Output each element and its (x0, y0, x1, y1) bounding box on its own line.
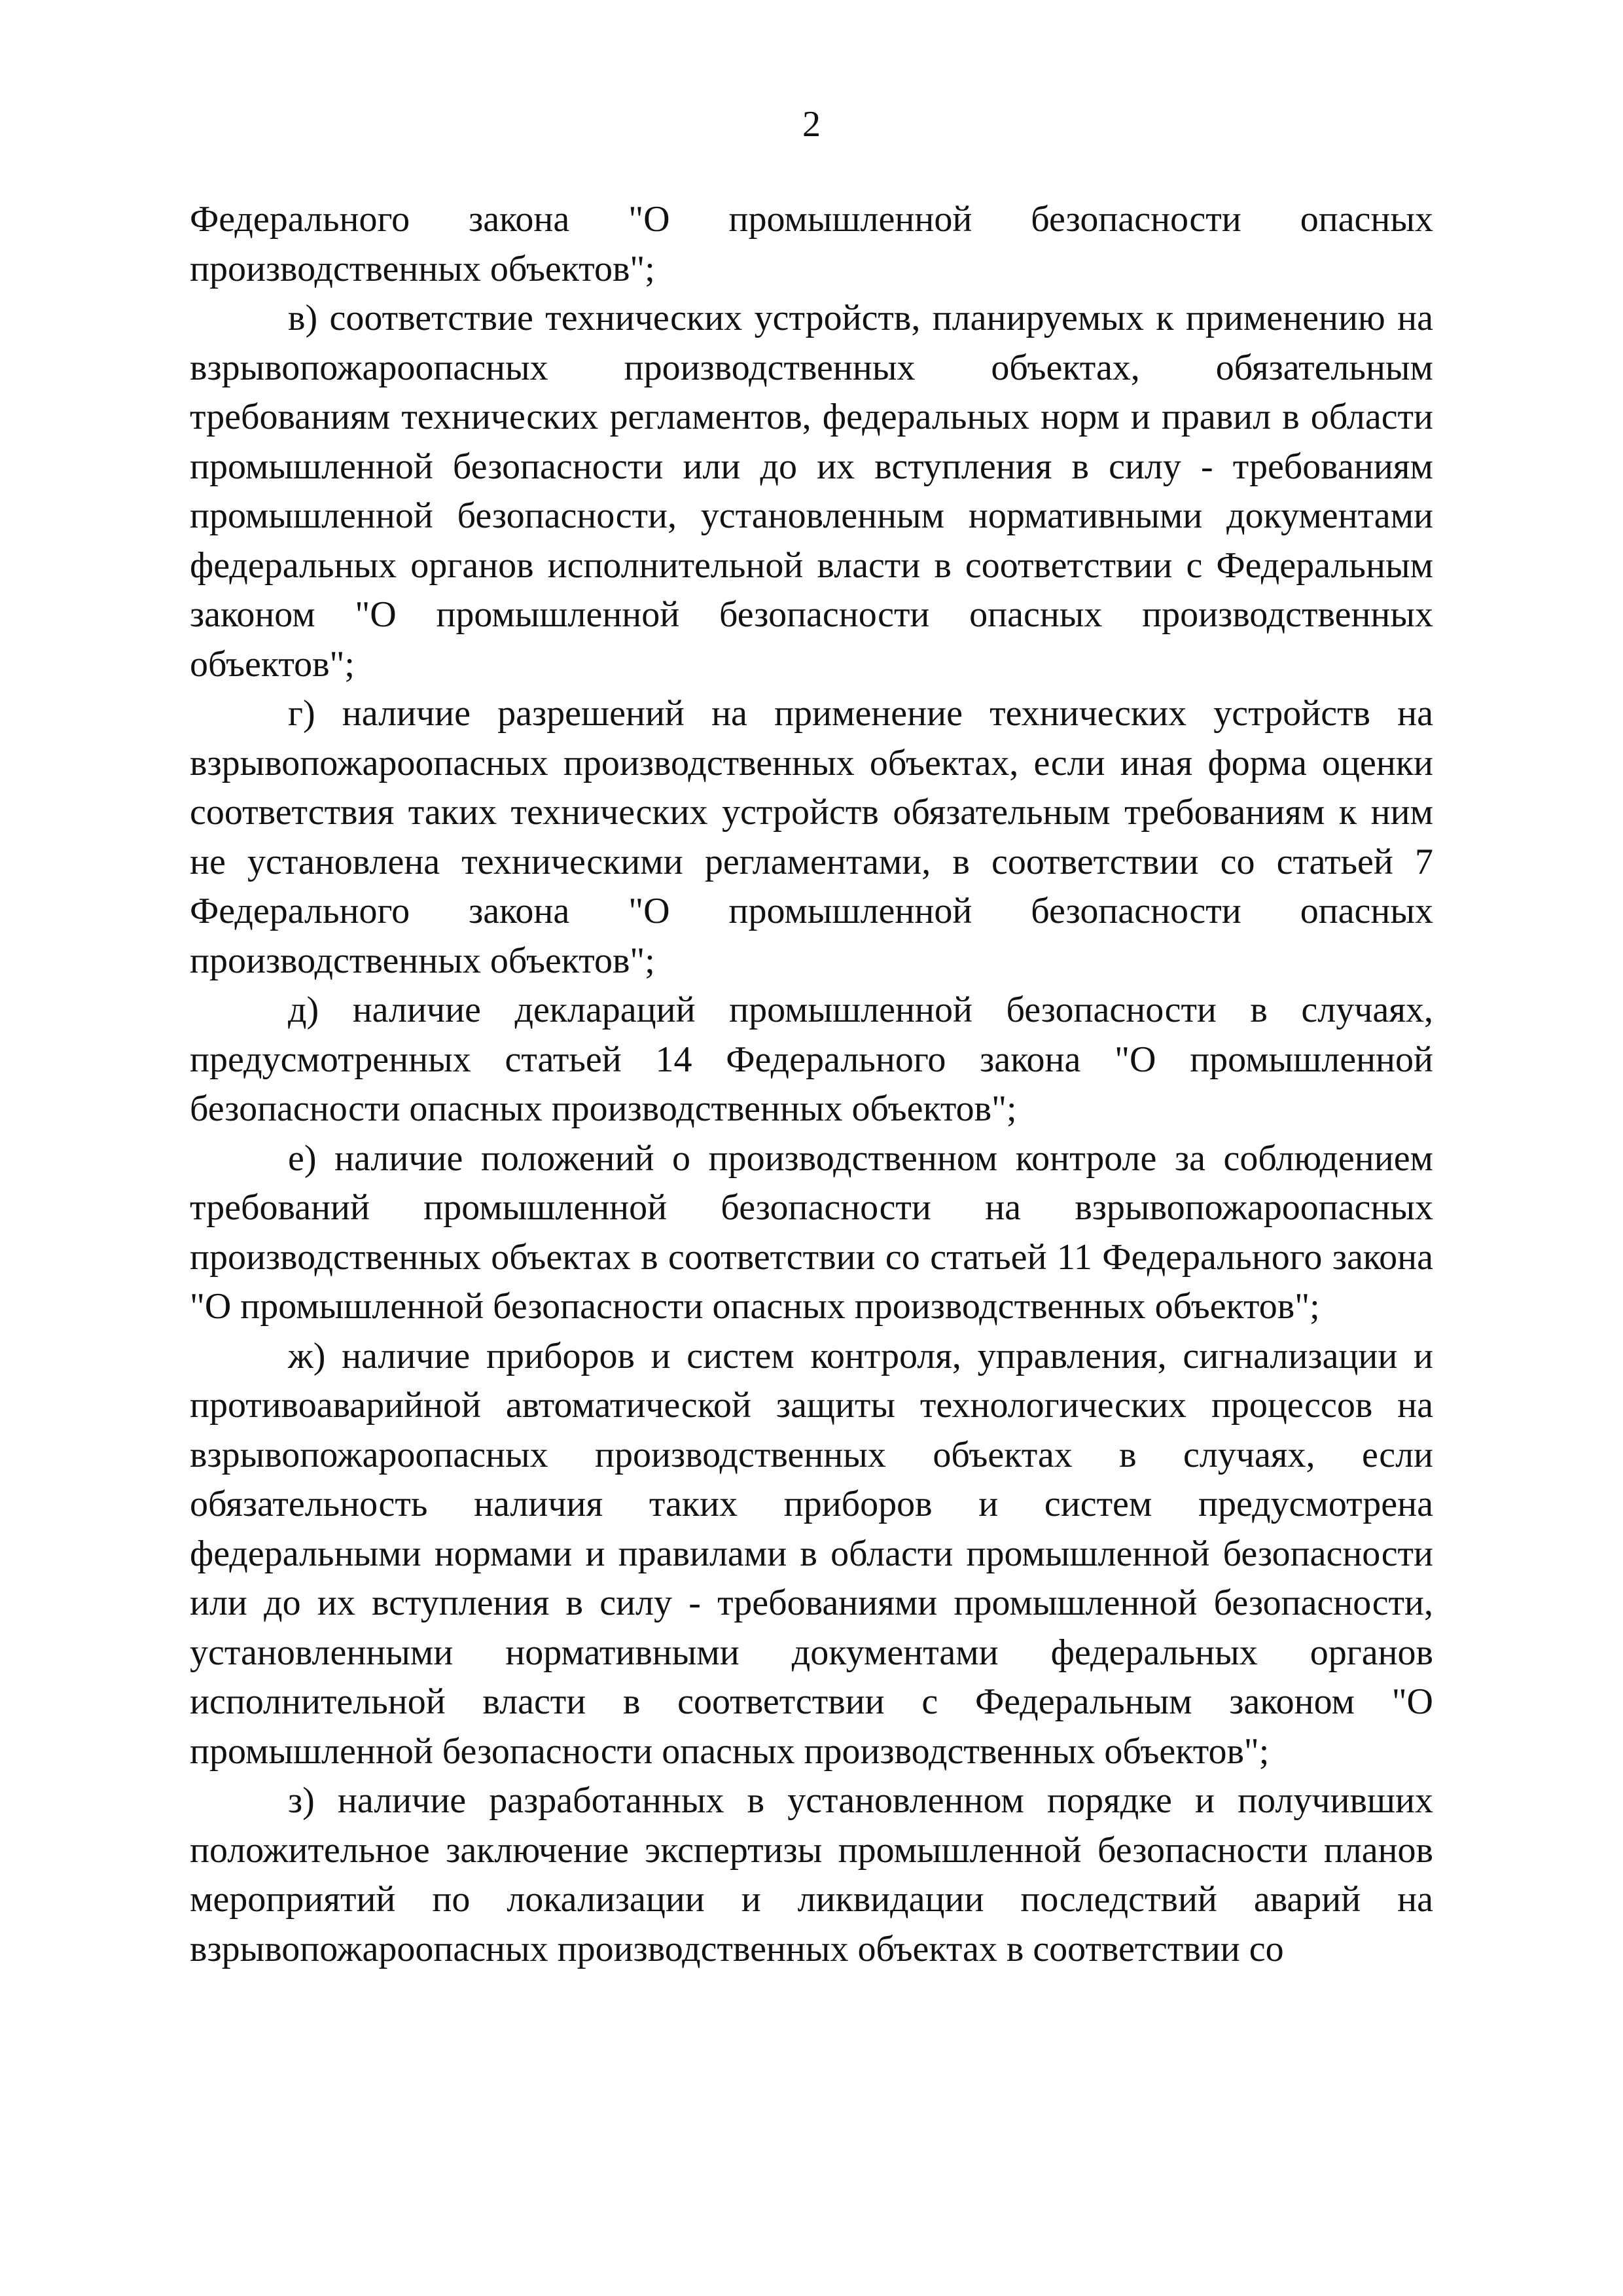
page-number: 2 (802, 104, 821, 145)
paragraph-item-e: е) наличие положений о производственном контроле за соблюдением требований промышленной безопасности на взрывопожароопасных производственных объектах в соответствии со статьей 11 Федерального закона "О промышленной безопасности опасных производственных объектов"; (190, 1138, 1433, 1327)
paragraph-item-v: в) соответствие технических устройств, планируемых к применению на взрывопожароопасных производственных объектах, обязательным требованиям технических регламентов, федеральных норм и правил в области промышленной безопасности или до их вступления в силу - требованиям промышленной безопасности, установленным нормативными документами федеральных органов исполнительной власти в соответствии с Федеральным законом "О промышленной безопасности опасных производственных объектов"; (190, 298, 1433, 685)
document-body (190, 195, 1433, 1974)
paragraph-item-zh: ж) наличие приборов и систем контроля, управления, сигнализации и противоаварийной автоматической защиты технологических процессов на взрывопожароопасных производственных объектах в случаях, если обязательность наличия таких приборов и систем предусмотрена федеральными нормами и правилами в области промышленной безопасности или до их вступления в силу - требованиями промышленной безопасности, установленными нормативными документами федеральных органов исполнительной власти в соответствии с Федеральным законом "О промышленной безопасности опасных производственных объектов"; (190, 1335, 1433, 1772)
paragraph-item-z: з) наличие разработанных в установленном порядке и получивших положительное заключение экспертизы промышленной безопасности планов мероприятий по локализации и ликвидации последствий аварий на взрывопожароопасных производственных объектах в соответствии со (190, 1780, 1433, 1969)
paragraph-continuation: Федерального закона "О промышленной безопасности опасных производственных объектов"; (190, 199, 1433, 289)
paragraph-item-d: д) наличие деклараций промышленной безопасности в случаях, предусмотренных статьей 14 Федерального закона "О промышленной безопасности опасных производственных объектов"; (190, 990, 1433, 1129)
paragraph-item-g: г) наличие разрешений на применение технических устройств на взрывопожароопасных производственных объектах, если иная форма оценки соответствия таких технических устройств обязательным требованиям к ним не установлена техническими регламентами, в соответствии со статьей 7 Федерального закона "О промышленной безопасности опасных производственных объектов"; (190, 693, 1433, 981)
